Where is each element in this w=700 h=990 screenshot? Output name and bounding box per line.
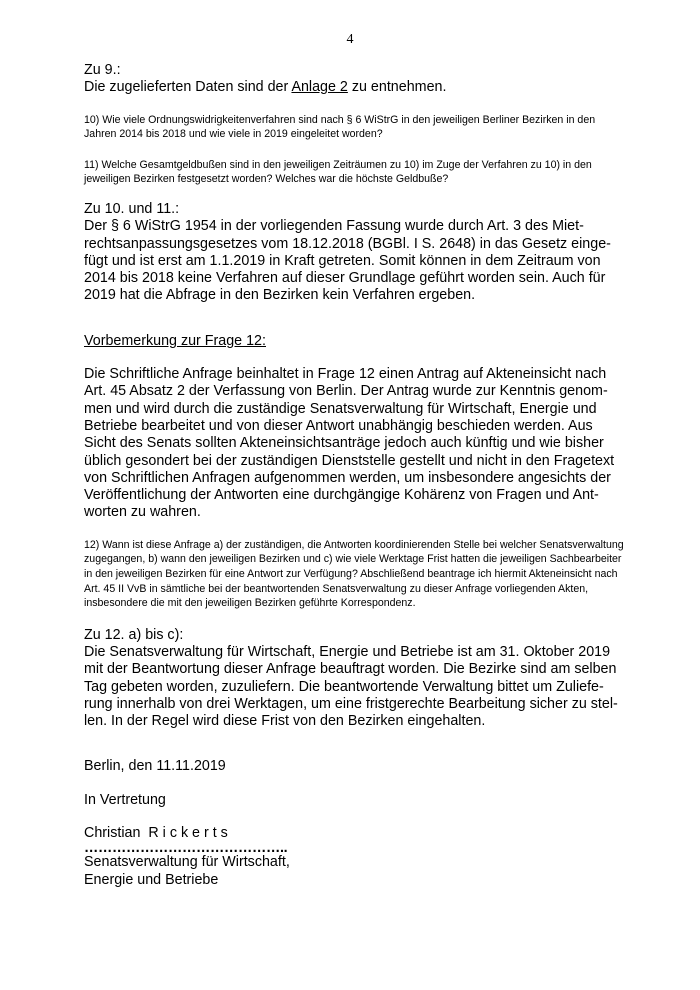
signature-block [84,758,624,888]
answer-10-11-text: Der § 6 WiStrG 1954 in der vorliegenden Fassung wurde durch Art. 3 des Mietrechtsanpassungsgesetzes vom 18.12.2018 (BGBl. I S. 2648) in das Gesetz eingefügt und ist erst am 1.1.2019 in Kraft getreten. Somit können in dem Zeitraum von 2014 bis 2018 keine Verfahren auf dieser Grundlage geführt worden sein. Auch für 2019 hat die Abfrage in den Bezirken kein Verfahren ergeben. [84,218,611,304]
page-number: 4 [346,32,354,47]
signature-dotted-line: …………………………………….. [84,840,288,857]
question-12: 12) Wann ist diese Anfrage a) der zuständigen, die Antworten koordinierenden Stelle bei welcher Senatsverwaltung zugegangen, b) wann den jeweiligen Bezirken und c) wie viele Werktage Frist hatten die jeweiligen Sachbearbeiter in den jeweiligen Bezirken für eine Antwort zur Verfügung? Abschließend beantrage ich hiermit Akteneinsicht nach Art. 45 II VvB in sämtliche bei der beantwortenden Senatsverwaltung zu dieser Anfrage vorliegenden Akten, insbesondere die mit den jeweiligen Bezirken geführte Korrespondenz. [84,538,624,610]
answer-9 [84,62,624,97]
answer-9-heading: Zu 9.: [84,62,121,78]
anlage-2-reference: Anlage 2 [291,79,348,96]
organization-line-1: Senatsverwaltung für Wirtschaft, [84,854,290,871]
organization-line-2: Energie und Betriebe [84,871,219,888]
preliminary-remark-text: Die Schriftliche Anfrage beinhaltet in Frage 12 einen Antrag auf Akteneinsicht nach Art. 45 Absatz 2 der Verfassung von Berlin. Der Antrag wurde zur Kenntnis genommen und wird durch die zuständige Senatsverwaltung für Wirtschaft, Energie und Betriebe bearbeitet und von dieser Antwort unabhängig beschieden werden. Aus Sicht des Senats sollten Akteneinsichtsanträge jedoch auch künftig und wie bisher üblich gesondert bei der zuständigen Dienststelle gestellt und nicht in den Fragetext von Schriftlichen Anfragen aufgenommen werden, um insbesondere angesichts der Veröffentlichung der Antworten eine durchgängige Kohärenz von Fragen und Antworten zu wahren. [84,366,615,521]
signatory-first-name: Christian [84,825,141,842]
answer-9-text-post: zu entnehmen. [347,79,447,96]
answer-12-heading: Zu 12. a) bis c): [84,626,184,643]
answer-10-11-heading: Zu 10. und 11.: [84,200,180,217]
answer-9-text [84,79,624,96]
preliminary-remark-12 [84,333,624,522]
question-11: 11) Welche Gesamtgeldbußen sind in den jeweiligen Zeiträumen zu 10) im Zuge der Verfahren zu 10) in den jeweiligen Bezirken festgesetzt worden? Welches war die höchste Geldbuße? [84,158,592,186]
answer-9-text-pre: Die zugelieferten Daten sind der [84,79,292,96]
question-10: 10) Wie viele Ordnungswidrigkeitenverfahren sind nach § 6 WiStrG in den jeweiligen Berliner Bezirken in den Jahren 2014 bis 2018 und wie viele in 2019 eingeleitet worden? [84,113,596,141]
preliminary-remark-heading: Vorbemerkung zur Frage 12: [84,332,266,349]
document-body [84,62,624,889]
signatory-last-name: R i c k e r t s [148,825,228,842]
answer-10-11 [84,201,624,305]
answer-12-text: Die Senatsverwaltung für Wirtschaft, Energie und Betriebe ist am 31. Oktober 2019 mit der Beantwortung dieser Anfrage beauftragt worden. Die Bezirke sind am selben Tag gebeten worden, zuzuliefern. Die beantwortende Verwaltung bittet um Zulieferung innerhalb von drei Werktagen, um eine fristgerechte Bearbeitung sicher zu stellen. In der Regel wird diese Frist von den Bezirken eingehalten. [84,643,618,730]
representation-note: In Vertretung [84,791,166,808]
answer-12 [84,627,624,731]
place-date: Berlin, den 11.11.2019 [84,758,226,775]
